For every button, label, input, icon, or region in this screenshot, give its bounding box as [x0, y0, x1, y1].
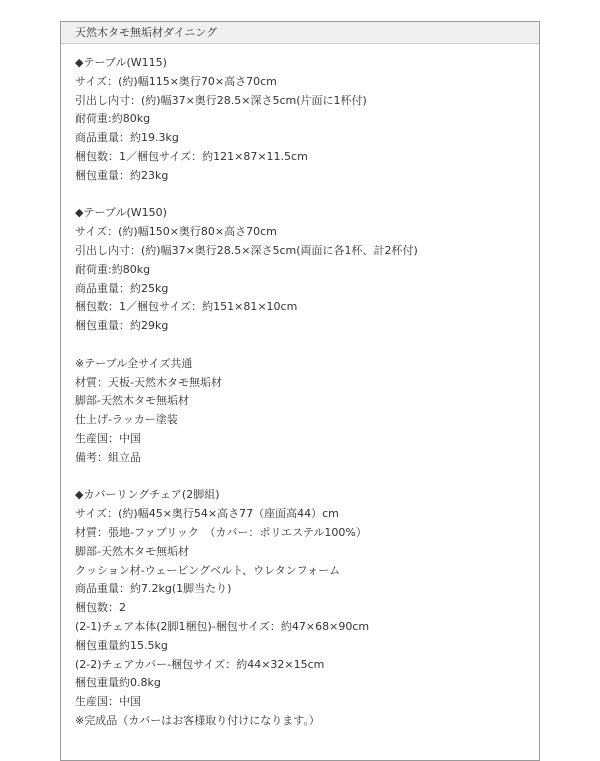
spec-header [61, 22, 539, 44]
spec-line: 商品重量：約7.2kg(1脚当たり) [75, 582, 232, 596]
spec-line: サイズ：(約)幅150×奥行80×高さ70cm [75, 225, 277, 239]
spec-line: 梱包数：1／梱包サイズ：約151×81×10cm [75, 300, 298, 314]
spec-line: 生産国：中国 [75, 431, 141, 445]
spec-line: 脚部-天然木タモ無垢材 [75, 394, 189, 408]
spec-section-table-common [75, 355, 539, 468]
spec-line: サイズ：(約)幅45×奥行54×高さ77（座面高44）cm [75, 507, 339, 521]
section-heading: ◆テーブル(W115) [75, 56, 167, 69]
spec-line: 商品重量：約19.3kg [75, 131, 179, 145]
spec-section-table-w150 [75, 204, 539, 336]
spec-line: 耐荷重:約80kg [75, 112, 151, 126]
spec-line: 梱包数：1／梱包サイズ：約121×87×11.5cm [75, 149, 308, 163]
spec-body [61, 44, 539, 731]
spec-line: 商品重量：約25kg [75, 281, 169, 295]
spec-line: 梱包重量約15.5kg [75, 638, 168, 652]
spec-section-table-w115 [75, 54, 539, 186]
spec-line: サイズ：(約)幅115×奥行70×高さ70cm [75, 74, 277, 88]
spec-line: 梱包重量約0.8kg [75, 676, 161, 690]
spec-line: 梱包数：2 [75, 601, 126, 615]
spec-line: 引出し内寸：(約)幅37×奥行28.5×深さ5cm(両面に各1杯、計2杯付) [75, 243, 418, 257]
spec-line: 梱包重量：約23kg [75, 168, 169, 182]
spec-box [60, 21, 540, 761]
spec-line: 材質：天板-天然木タモ無垢材 [75, 375, 222, 389]
spec-section-chair [75, 486, 539, 730]
spec-line: 仕上げ-ラッカー塗装 [75, 413, 178, 427]
section-heading: ※テーブル全サイズ共通 [75, 356, 193, 370]
spec-line: 引出し内寸：(約)幅37×奥行28.5×深さ5cm(片面に1杯付) [75, 93, 367, 107]
spec-line: 材質：張地-ファブリック （カバー：ポリエステル100%） [75, 525, 367, 539]
spec-line: 耐荷重:約80kg [75, 262, 151, 276]
spec-line: (2-2)チェアカバー-梱包サイズ：約44×32×15cm [75, 657, 325, 671]
section-heading: ◆テーブル(W150) [75, 206, 167, 220]
spec-title: 天然木タモ無垢材ダイニング [75, 26, 218, 39]
spec-line: クッション材-ウェービングベルト、ウレタンフォーム [75, 563, 341, 577]
spec-line: 脚部-天然木タモ無垢材 [75, 544, 189, 558]
spec-line: (2-1)チェア本体(2脚1梱包)-梱包サイズ：約47×68×90cm [75, 619, 370, 633]
spec-line: ※完成品（カバーはお客様取り付けになります。） [75, 713, 320, 727]
spec-line: 梱包重量：約29kg [75, 319, 169, 333]
section-heading: ◆カバーリングチェア(2脚組) [75, 488, 220, 502]
spec-line: 備考：組立品 [75, 450, 141, 464]
spec-line: 生産国：中国 [75, 695, 141, 709]
